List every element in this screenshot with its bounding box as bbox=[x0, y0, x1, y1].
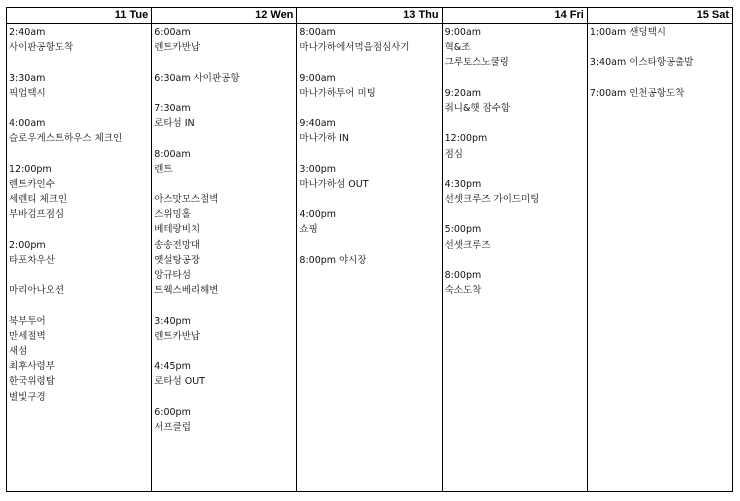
schedule-line: 서프클럽 bbox=[154, 421, 191, 433]
schedule-line: 12:00pm bbox=[444, 133, 488, 145]
schedule-line: 3:30am bbox=[9, 72, 46, 84]
schedule-line: 9:00am bbox=[299, 72, 336, 84]
schedule-line: 렌트카반납 bbox=[154, 42, 201, 54]
schedule-line: 만세절벽 bbox=[9, 330, 46, 342]
schedule-line: 렌트카반납 bbox=[154, 330, 201, 342]
blank-line bbox=[445, 207, 585, 222]
schedule-line: 8:00pm bbox=[444, 270, 482, 281]
day-column-tue bbox=[7, 8, 151, 491]
schedule-line: 3:40am 이스타항공출발 bbox=[589, 57, 694, 69]
blank-line bbox=[299, 192, 439, 207]
schedule-line: 쇼핑 bbox=[299, 224, 318, 236]
schedule-line: 3:00pm bbox=[299, 163, 337, 175]
day-column-fri bbox=[442, 8, 587, 491]
schedule-line: 4:00pm bbox=[299, 209, 337, 221]
day-entries bbox=[588, 24, 732, 101]
schedule-line: 마나가하섬 OUT bbox=[299, 178, 369, 190]
schedule-line: 픽업택시 bbox=[9, 87, 46, 99]
blank-line bbox=[9, 268, 149, 283]
day-header: 14 Fri bbox=[443, 8, 587, 24]
schedule-line: 마나가하에서먹을점심사기 bbox=[299, 42, 410, 54]
schedule-line: 6:00am bbox=[154, 27, 191, 38]
blank-line bbox=[9, 101, 149, 116]
schedule-line: 점심 bbox=[444, 148, 463, 160]
schedule-line: 스위밍홀 bbox=[154, 209, 191, 221]
blank-line bbox=[590, 40, 730, 55]
schedule-line: 숙소도착 bbox=[444, 285, 482, 297]
schedule-line: 4:30pm bbox=[444, 178, 482, 190]
schedule-line: 줘니&햇 잠수함 bbox=[444, 102, 511, 114]
schedule-line: 7:00am 인천공항도착 bbox=[589, 87, 685, 99]
schedule-line: 6:00pm bbox=[154, 406, 191, 418]
blank-line bbox=[154, 344, 294, 359]
schedule-line: 6:30am 사이판공항 bbox=[154, 72, 240, 84]
schedule-line: 사이판공항도착 bbox=[9, 42, 74, 54]
schedule-line: 마나가하 IN bbox=[299, 133, 350, 145]
schedule-line: 2:40am bbox=[9, 27, 46, 38]
blank-line bbox=[154, 131, 294, 146]
day-header: 11 Tue bbox=[7, 8, 151, 24]
schedule-line: 송송전망대 bbox=[154, 239, 201, 251]
schedule-line: 세렌티 체크인 bbox=[9, 194, 68, 206]
schedule-line: 앙규타섬 bbox=[154, 270, 191, 281]
schedule-line: 로타섬 OUT bbox=[154, 376, 205, 388]
schedule-line: 9:00am bbox=[444, 27, 482, 38]
blank-line bbox=[154, 86, 294, 101]
schedule-line: 아스맛모스절벽 bbox=[154, 194, 219, 206]
schedule-line: 선셋크루즈 가이드미팅 bbox=[444, 194, 540, 206]
day-header: 15 Sat bbox=[588, 8, 732, 24]
schedule-line: 선셋크루즈 bbox=[444, 239, 491, 251]
schedule-line: 마리아나오션 bbox=[9, 285, 65, 297]
blank-line bbox=[445, 162, 585, 177]
blank-line bbox=[154, 298, 294, 313]
schedule-line: 로타섬 IN bbox=[154, 118, 195, 130]
schedule-line: 트웩스베리해변 bbox=[154, 285, 219, 297]
weekly-schedule-table bbox=[6, 7, 733, 492]
blank-line bbox=[299, 147, 439, 162]
schedule-line: 마나가하투어 미팅 bbox=[299, 87, 376, 99]
schedule-line: 렌트카인수 bbox=[9, 178, 55, 190]
schedule-line: 9:40am bbox=[299, 118, 336, 130]
blank-line bbox=[154, 177, 294, 192]
schedule-line: 렌트 bbox=[154, 163, 173, 175]
blank-line bbox=[9, 147, 149, 162]
blank-line bbox=[299, 238, 439, 253]
schedule-line: 슬로우게스트하우스 체크인 bbox=[9, 133, 123, 145]
schedule-line: 7:30am bbox=[154, 102, 191, 114]
blank-line bbox=[154, 390, 294, 405]
day-entries bbox=[152, 24, 296, 435]
day-header: 12 Wen bbox=[152, 8, 296, 24]
day-column-sat bbox=[587, 8, 732, 491]
schedule-line: 8:00pm 야시장 bbox=[299, 254, 367, 266]
day-entries bbox=[7, 24, 151, 405]
day-column-thu bbox=[296, 8, 441, 491]
day-column-wed bbox=[151, 8, 296, 491]
blank-line bbox=[299, 101, 439, 116]
schedule-line: 4:00am bbox=[9, 118, 46, 130]
schedule-line: 12:00pm bbox=[9, 163, 52, 175]
blank-line bbox=[9, 55, 149, 70]
day-entries bbox=[297, 24, 441, 268]
schedule-line: 북부투어 bbox=[9, 315, 46, 327]
schedule-line: 타포차우산 bbox=[9, 254, 55, 266]
blank-line bbox=[445, 253, 585, 268]
schedule-line: 최후사령부 bbox=[9, 361, 55, 373]
schedule-line: 베테랑비치 bbox=[154, 224, 201, 236]
schedule-line: 8:00am bbox=[299, 27, 336, 38]
schedule-line: 부바검프점심 bbox=[9, 209, 65, 221]
blank-line bbox=[590, 71, 730, 86]
blank-line bbox=[9, 222, 149, 237]
schedule-line: 그루토스노쿨링 bbox=[444, 57, 509, 69]
schedule-line: 1:00am 샌딩택시 bbox=[589, 27, 666, 38]
day-header: 13 Thu bbox=[297, 8, 441, 24]
schedule-line: 4:45pm bbox=[154, 361, 191, 373]
schedule-line: 5:00pm bbox=[444, 224, 482, 236]
day-entries bbox=[443, 24, 587, 298]
schedule-line: 한국위령탑 bbox=[9, 376, 55, 388]
blank-line bbox=[445, 71, 585, 86]
schedule-line: 3:40pm bbox=[154, 315, 191, 327]
schedule-line: 새섬 bbox=[9, 345, 28, 357]
blank-line bbox=[154, 55, 294, 70]
blank-line bbox=[299, 55, 439, 70]
blank-line bbox=[445, 116, 585, 131]
schedule-line: 옛설탕공장 bbox=[154, 254, 201, 266]
schedule-line: 혁&조 bbox=[444, 42, 471, 54]
schedule-line: 9:20am bbox=[444, 87, 482, 99]
schedule-line: 8:00am bbox=[154, 148, 191, 160]
blank-line bbox=[9, 298, 149, 313]
schedule-line: 2:00pm bbox=[9, 239, 46, 251]
schedule-line: 별빛구경 bbox=[9, 391, 46, 403]
